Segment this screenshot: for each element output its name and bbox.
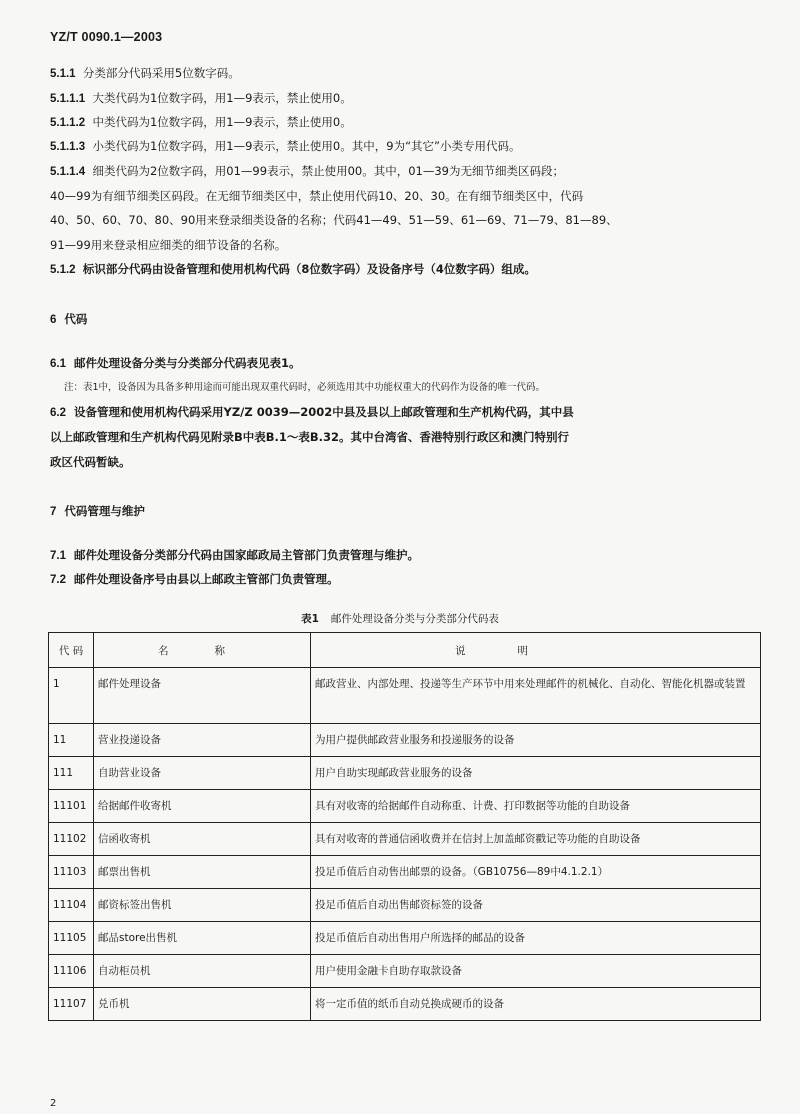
table-row [49,988,761,1021]
row-description: 投足币值后自动出售邮资标签的设备 [311,889,761,922]
clause-6-2-cont1: 以上邮政管理和生产机构代码见附录B中表B.1～表B.32。其中台湾省、香港特别行政区和澳门特别行 [50,430,570,444]
clause-7-1: 7.1 邮件处理设备分类部分代码由国家邮政局主管部门负责管理与维护。 [50,548,420,562]
page-number: 2 [50,1098,57,1109]
row-description: 投足币值后自动售出邮票的设备。（GB10756—89中4.1.2.1） [311,856,761,889]
row-description: 具有对收寄的普通信函收费并在信封上加盖邮资戳记等功能的自助设备 [311,823,761,856]
clause-5-1-1-4-cont1: 40—99为有细节细类区码段。在无细节细类区中，禁止使用代码10、20、30。在有细节细类区中，代码 [50,189,584,203]
clause-5-1-2: 5.1.2 标识部分代码由设备管理和使用机构代码（8位数字码）及设备序号（4位数字码）组成。 [50,262,536,276]
clause-5-1-1-3: 5.1.1.3 小类代码为1位数字码，用1—9表示，禁止使用0。其中，9为“其它”小类专用代码。 [50,139,521,153]
row-code: 11105 [49,922,94,955]
clause-7-2: 7.2 邮件处理设备序号由县以上邮政主管部门负责管理。 [50,572,339,586]
section-7-heading: 7 代码管理与维护 [50,504,145,518]
table-row [49,668,761,724]
row-code: 11101 [49,790,94,823]
row-description: 用户自助实现邮政营业服务的设备 [311,757,761,790]
row-code: 11104 [49,889,94,922]
row-description: 为用户提供邮政营业服务和投递服务的设备 [311,724,761,757]
row-name: 自助营业设备 [94,757,311,790]
row-description: 用户使用金融卡自助存取款设备 [311,955,761,988]
clause-6-1-note: 注：表1中，设备因为具备多种用途而可能出现双重代码时，必须选用其中功能权重大的代码作为设备的唯一代码。 [64,382,546,393]
clause-5-1-1-4-cont2: 40、50、60、70、80、90用来登录细类设备的名称；代码41—49、51—59、61—69、71—79、81—89、 [50,213,618,227]
row-description: 将一定币值的纸币自动兑换成硬币的设备 [311,988,761,1021]
row-code: 11106 [49,955,94,988]
section-6-heading: 6 代码 [50,312,88,326]
table-row [49,724,761,757]
row-name: 信函收寄机 [94,823,311,856]
header-name: 名 称 [94,633,311,668]
header-code: 代 码 [49,633,94,668]
table-row [49,823,761,856]
header-description: 说 明 [311,633,761,668]
table-row [49,757,761,790]
row-name: 兑币机 [94,988,311,1021]
row-name: 给据邮件收寄机 [94,790,311,823]
row-name: 邮资标签出售机 [94,889,311,922]
clause-5-1-1-4: 5.1.1.4 细类代码为2位数字码，用01—99表示，禁止使用00。其中，01—39为无细节细类区码段； [50,164,564,178]
row-description: 邮政营业、内部处理、投递等生产环节中用来处理邮件的机械化、自动化、智能化机器或装置 [311,668,761,724]
row-code: 11 [49,724,94,757]
row-code: 11107 [49,988,94,1021]
table-caption: 表1 邮件处理设备分类与分类部分代码表 [301,613,499,625]
row-code: 11102 [49,823,94,856]
row-name: 邮票出售机 [94,856,311,889]
clause-5-1-1: 5.1.1 分类部分代码采用5位数字码。 [50,66,240,80]
row-description: 投足币值后自动出售用户所选择的邮品的设备 [311,922,761,955]
clause-5-1-1-2: 5.1.1.2 中类代码为1位数字码，用1—9表示，禁止使用0。 [50,115,352,129]
table-row [49,955,761,988]
row-name: 营业投递设备 [94,724,311,757]
row-name: 邮件处理设备 [94,668,311,724]
row-name: 自动柜员机 [94,955,311,988]
clause-6-2: 6.2 设备管理和使用机构代码采用YZ/Z 0039—2002中县及县以上邮政管理和生产机构代码，其中县 [50,405,574,419]
table-row [49,856,761,889]
row-code: 11103 [49,856,94,889]
clause-6-2-cont2: 政区代码暂缺。 [50,455,131,469]
row-code: 111 [49,757,94,790]
clause-6-1: 6.1 邮件处理设备分类与分类部分代码表见表1。 [50,356,301,370]
table-row [49,790,761,823]
clause-5-1-1-1: 5.1.1.1 大类代码为1位数字码，用1—9表示，禁止使用0。 [50,91,352,105]
clause-5-1-1-4-cont3: 91—99用来登录相应细类的细节设备的名称。 [50,238,287,252]
row-description: 具有对收寄的给据邮件自动称重、计费、打印数据等功能的自助设备 [311,790,761,823]
table-row [49,922,761,955]
classification-code-table [48,632,761,1021]
document-id-header: YZ/T 0090.1—2003 [50,30,163,44]
table-row [49,889,761,922]
row-name: 邮品store出售机 [94,922,311,955]
table-header-row [49,633,761,668]
row-code: 1 [49,668,94,724]
